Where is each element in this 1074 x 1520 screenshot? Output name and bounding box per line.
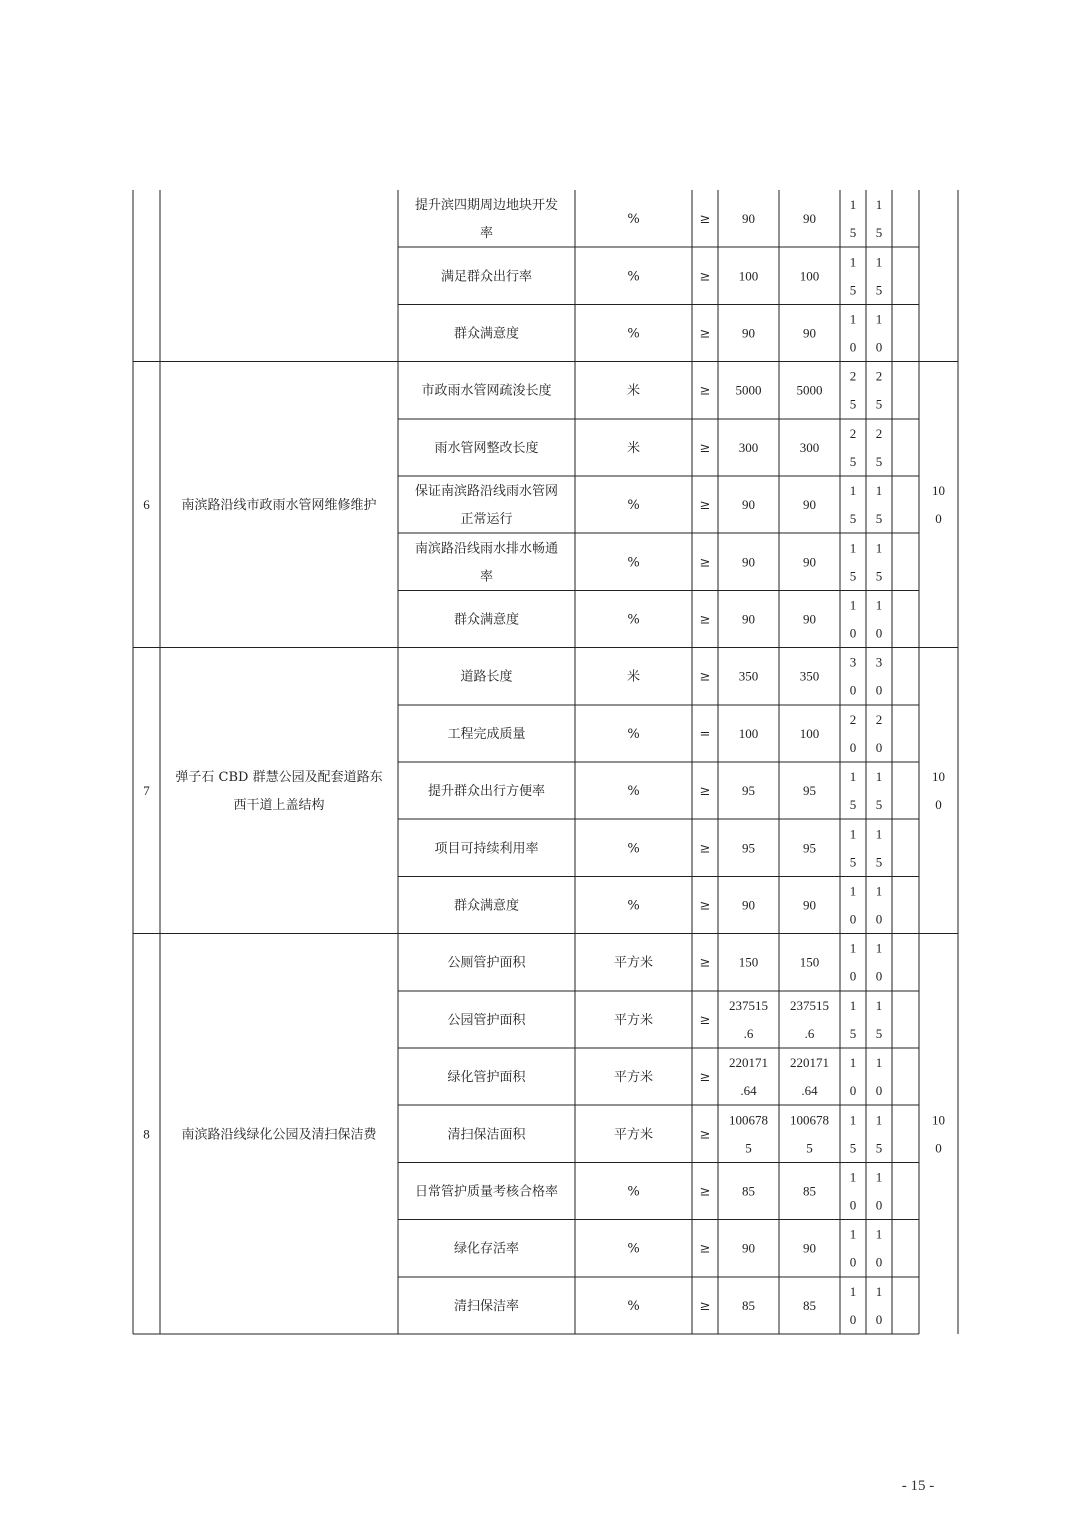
actual-value: 100 (799, 268, 820, 284)
weight-score: 5 (849, 1140, 857, 1156)
unit-cell: % (627, 1298, 640, 1314)
weight-score: 1 (849, 197, 857, 213)
weight-score: 5 (849, 282, 857, 298)
total-score: 10 (932, 769, 945, 785)
achieved-score: 1 (875, 940, 883, 956)
achieved-score: 5 (875, 511, 883, 527)
achieved-score: 0 (875, 339, 883, 355)
unit-cell: 平方米 (613, 1012, 654, 1028)
total-score: 10 (932, 1112, 945, 1128)
operator-cell: ≥ (699, 1070, 711, 1086)
indicator-name: 保证南滨路沿线雨水管网 (414, 484, 559, 500)
weight-score: 1 (849, 254, 857, 270)
indicator-name: 提升群众出行方便率 (427, 784, 546, 800)
operator-cell: ≥ (699, 440, 711, 456)
target-value: .64 (740, 1083, 757, 1099)
operator-cell: = (699, 726, 711, 742)
target-value: 220171 (729, 1055, 768, 1071)
target-value: 95 (742, 840, 755, 856)
row-number: 8 (143, 1126, 150, 1142)
indicator-name: 公园管护面积 (447, 1012, 526, 1028)
weight-score: 1 (849, 1226, 857, 1242)
operator-cell: ≥ (699, 555, 711, 571)
unit-cell: 平方米 (613, 1127, 654, 1143)
operator-cell: ≥ (699, 1184, 711, 1200)
actual-value: 237515 (790, 997, 829, 1013)
project-name: 西干道上盖结构 (233, 798, 325, 814)
actual-value: 100678 (790, 1112, 829, 1128)
achieved-score: 5 (875, 1025, 883, 1041)
operator-cell: ≥ (699, 612, 711, 628)
weight-score: 1 (849, 769, 857, 785)
weight-score: 1 (849, 483, 857, 499)
table-grid (133, 190, 958, 1334)
weight-score: 2 (849, 425, 857, 441)
actual-value: 100 (799, 725, 820, 741)
indicator-name: 南滨路沿线雨水排水畅通 (414, 541, 559, 557)
indicator-name: 公厕管护面积 (447, 955, 526, 971)
weight-score: 3 (849, 654, 857, 670)
indicator-name: 正常运行 (460, 512, 513, 528)
target-value: 350 (738, 668, 759, 684)
achieved-score: 1 (875, 769, 883, 785)
target-value: 90 (742, 497, 755, 513)
indicator-name: 群众满意度 (453, 612, 520, 628)
indicator-name: 群众满意度 (453, 326, 520, 342)
achieved-score: 0 (875, 1311, 883, 1327)
operator-cell: ≥ (699, 383, 711, 399)
achieved-score: 0 (875, 911, 883, 927)
unit-cell: % (627, 898, 640, 914)
target-value: 90 (742, 1240, 755, 1256)
achieved-score: 3 (875, 654, 883, 670)
unit-cell: % (627, 1241, 640, 1257)
weight-score: 0 (849, 339, 857, 355)
achieved-score: 0 (875, 968, 883, 984)
indicator-name: 清扫保洁面积 (447, 1127, 526, 1143)
weight-score: 5 (849, 1025, 857, 1041)
total-score: 0 (935, 1140, 942, 1156)
operator-cell: ≥ (699, 1241, 711, 1257)
weight-score: 0 (849, 1254, 857, 1270)
operator-cell: ≥ (699, 669, 711, 685)
operator-cell: ≥ (699, 898, 711, 914)
target-value: 237515 (729, 997, 768, 1013)
weight-score: 5 (849, 568, 857, 584)
project-name: 弹子石 CBD 群慧公园及配套道路东 (175, 770, 383, 786)
unit-cell: % (627, 784, 640, 800)
achieved-score: 1 (875, 1226, 883, 1242)
weight-score: 1 (849, 1055, 857, 1071)
achieved-score: 1 (875, 483, 883, 499)
unit-cell: % (627, 498, 640, 514)
unit-cell: % (627, 1184, 640, 1200)
weight-score: 0 (849, 1197, 857, 1213)
actual-value: .6 (804, 1025, 815, 1041)
indicator-name: 雨水管网整改长度 (434, 440, 539, 456)
unit-cell: % (627, 269, 640, 285)
operator-cell: ≥ (699, 326, 711, 342)
achieved-score: 2 (875, 368, 883, 384)
operator-cell: ≥ (699, 784, 711, 800)
weight-score: 0 (849, 682, 857, 698)
target-value: 5000 (735, 382, 762, 398)
operator-cell: ≥ (699, 1127, 711, 1143)
achieved-score: 1 (875, 197, 883, 213)
operator-cell: ≥ (699, 1012, 711, 1028)
indicator-name: 率 (479, 226, 494, 242)
weight-score: 1 (849, 1283, 857, 1299)
target-value: 100 (738, 725, 759, 741)
achieved-score: 1 (875, 311, 883, 327)
unit-cell: 平方米 (613, 1070, 654, 1086)
indicator-name: 群众满意度 (453, 898, 520, 914)
indicator-name: 满足群众出行率 (440, 269, 533, 285)
weight-score: 1 (849, 1112, 857, 1128)
weight-score: 0 (849, 968, 857, 984)
operator-cell: ≥ (699, 841, 711, 857)
actual-value: 90 (803, 325, 816, 341)
target-value: 95 (742, 783, 755, 799)
weight-score: 1 (849, 311, 857, 327)
weight-score: 2 (849, 711, 857, 727)
achieved-score: 0 (875, 1083, 883, 1099)
weight-score: 1 (849, 1169, 857, 1185)
project-name: 南滨路沿线市政雨水管网维修维护 (181, 498, 377, 514)
unit-cell: % (627, 841, 640, 857)
target-value: 150 (738, 954, 759, 970)
achieved-score: 1 (875, 597, 883, 613)
achieved-score: 2 (875, 711, 883, 727)
unit-cell: % (627, 726, 640, 742)
weight-score: 2 (849, 368, 857, 384)
weight-score: 5 (849, 225, 857, 241)
weight-score: 1 (849, 597, 857, 613)
achieved-score: 0 (875, 1197, 883, 1213)
row-number: 7 (143, 783, 150, 799)
indicator-name: 清扫保洁率 (453, 1298, 520, 1314)
operator-cell: ≥ (699, 498, 711, 514)
achieved-score: 1 (875, 1283, 883, 1299)
actual-value: 95 (803, 840, 816, 856)
indicator-name: 绿化存活率 (453, 1241, 520, 1257)
achieved-score: 1 (875, 1169, 883, 1185)
weight-score: 5 (849, 511, 857, 527)
actual-value: 90 (803, 611, 816, 627)
target-value: 300 (738, 439, 759, 455)
actual-value: 85 (803, 1297, 816, 1313)
unit-cell: % (627, 212, 640, 228)
target-value: 100678 (729, 1112, 768, 1128)
actual-value: 90 (803, 1240, 816, 1256)
achieved-score: 5 (875, 1140, 883, 1156)
unit-cell: % (627, 555, 640, 571)
indicator-name: 道路长度 (460, 669, 513, 685)
operator-cell: ≥ (699, 1298, 711, 1314)
weight-score: 0 (849, 625, 857, 641)
unit-cell: 平方米 (613, 955, 654, 971)
weight-score: 0 (849, 1083, 857, 1099)
actual-value: 5000 (796, 382, 823, 398)
unit-cell: 米 (626, 440, 641, 456)
target-value: 5 (745, 1140, 752, 1156)
indicator-name: 绿化管护面积 (447, 1070, 526, 1086)
weight-score: 5 (849, 396, 857, 412)
target-value: 100 (738, 268, 759, 284)
achieved-score: 1 (875, 254, 883, 270)
achieved-score: 1 (875, 1112, 883, 1128)
achieved-score: 5 (875, 854, 883, 870)
actual-value: 150 (799, 954, 820, 970)
target-value: 90 (742, 897, 755, 913)
weight-score: 0 (849, 911, 857, 927)
unit-cell: 米 (626, 669, 641, 685)
weight-score: 0 (849, 1311, 857, 1327)
weight-score: 5 (849, 854, 857, 870)
achieved-score: 2 (875, 425, 883, 441)
target-value: 85 (742, 1183, 755, 1199)
page-number: - 15 - (901, 1478, 935, 1494)
indicator-name: 提升滨四期周边地块开发 (414, 198, 559, 214)
achieved-score: 0 (875, 739, 883, 755)
operator-cell: ≥ (699, 269, 711, 285)
weight-score: 1 (849, 540, 857, 556)
indicator-name: 日常管护质量考核合格率 (414, 1184, 559, 1200)
achieved-score: 1 (875, 1055, 883, 1071)
achieved-score: 1 (875, 826, 883, 842)
actual-value: 90 (803, 497, 816, 513)
unit-cell: 米 (626, 383, 641, 399)
total-score: 0 (935, 797, 942, 813)
actual-value: 220171 (790, 1055, 829, 1071)
target-value: 85 (742, 1297, 755, 1313)
weight-score: 1 (849, 940, 857, 956)
achieved-score: 5 (875, 225, 883, 241)
achieved-score: 5 (875, 797, 883, 813)
achieved-score: 1 (875, 540, 883, 556)
unit-cell: % (627, 612, 640, 628)
achieved-score: 0 (875, 682, 883, 698)
actual-value: 85 (803, 1183, 816, 1199)
total-score: 10 (932, 483, 945, 499)
target-value: 90 (742, 611, 755, 627)
indicator-name: 市政雨水管网疏浚长度 (421, 383, 552, 399)
achieved-score: 5 (875, 568, 883, 584)
target-value: .6 (743, 1025, 754, 1041)
weight-score: 0 (849, 739, 857, 755)
achieved-score: 0 (875, 1254, 883, 1270)
achieved-score: 5 (875, 282, 883, 298)
weight-score: 5 (849, 797, 857, 813)
total-score: 0 (935, 511, 942, 527)
project-name: 南滨路沿线绿化公园及清扫保洁费 (181, 1127, 377, 1143)
actual-value: 350 (799, 668, 820, 684)
weight-score: 1 (849, 883, 857, 899)
achieved-score: 5 (875, 453, 883, 469)
target-value: 90 (742, 211, 755, 227)
achieved-score: 1 (875, 883, 883, 899)
weight-score: 1 (849, 826, 857, 842)
target-value: 90 (742, 325, 755, 341)
operator-cell: ≥ (699, 955, 711, 971)
actual-value: 5 (806, 1140, 813, 1156)
actual-value: 300 (799, 439, 820, 455)
weight-score: 5 (849, 453, 857, 469)
indicator-name: 工程完成质量 (447, 726, 526, 742)
achieved-score: 0 (875, 625, 883, 641)
actual-value: 95 (803, 783, 816, 799)
actual-value: 90 (803, 897, 816, 913)
actual-value: 90 (803, 554, 816, 570)
indicator-name: 率 (479, 569, 494, 585)
row-number: 6 (143, 497, 150, 513)
unit-cell: % (627, 326, 640, 342)
target-value: 90 (742, 554, 755, 570)
operator-cell: ≥ (699, 212, 711, 228)
achieved-score: 1 (875, 997, 883, 1013)
indicator-name: 项目可持续利用率 (434, 841, 539, 857)
weight-score: 1 (849, 997, 857, 1013)
actual-value: .64 (801, 1083, 818, 1099)
achieved-score: 5 (875, 396, 883, 412)
actual-value: 90 (803, 211, 816, 227)
